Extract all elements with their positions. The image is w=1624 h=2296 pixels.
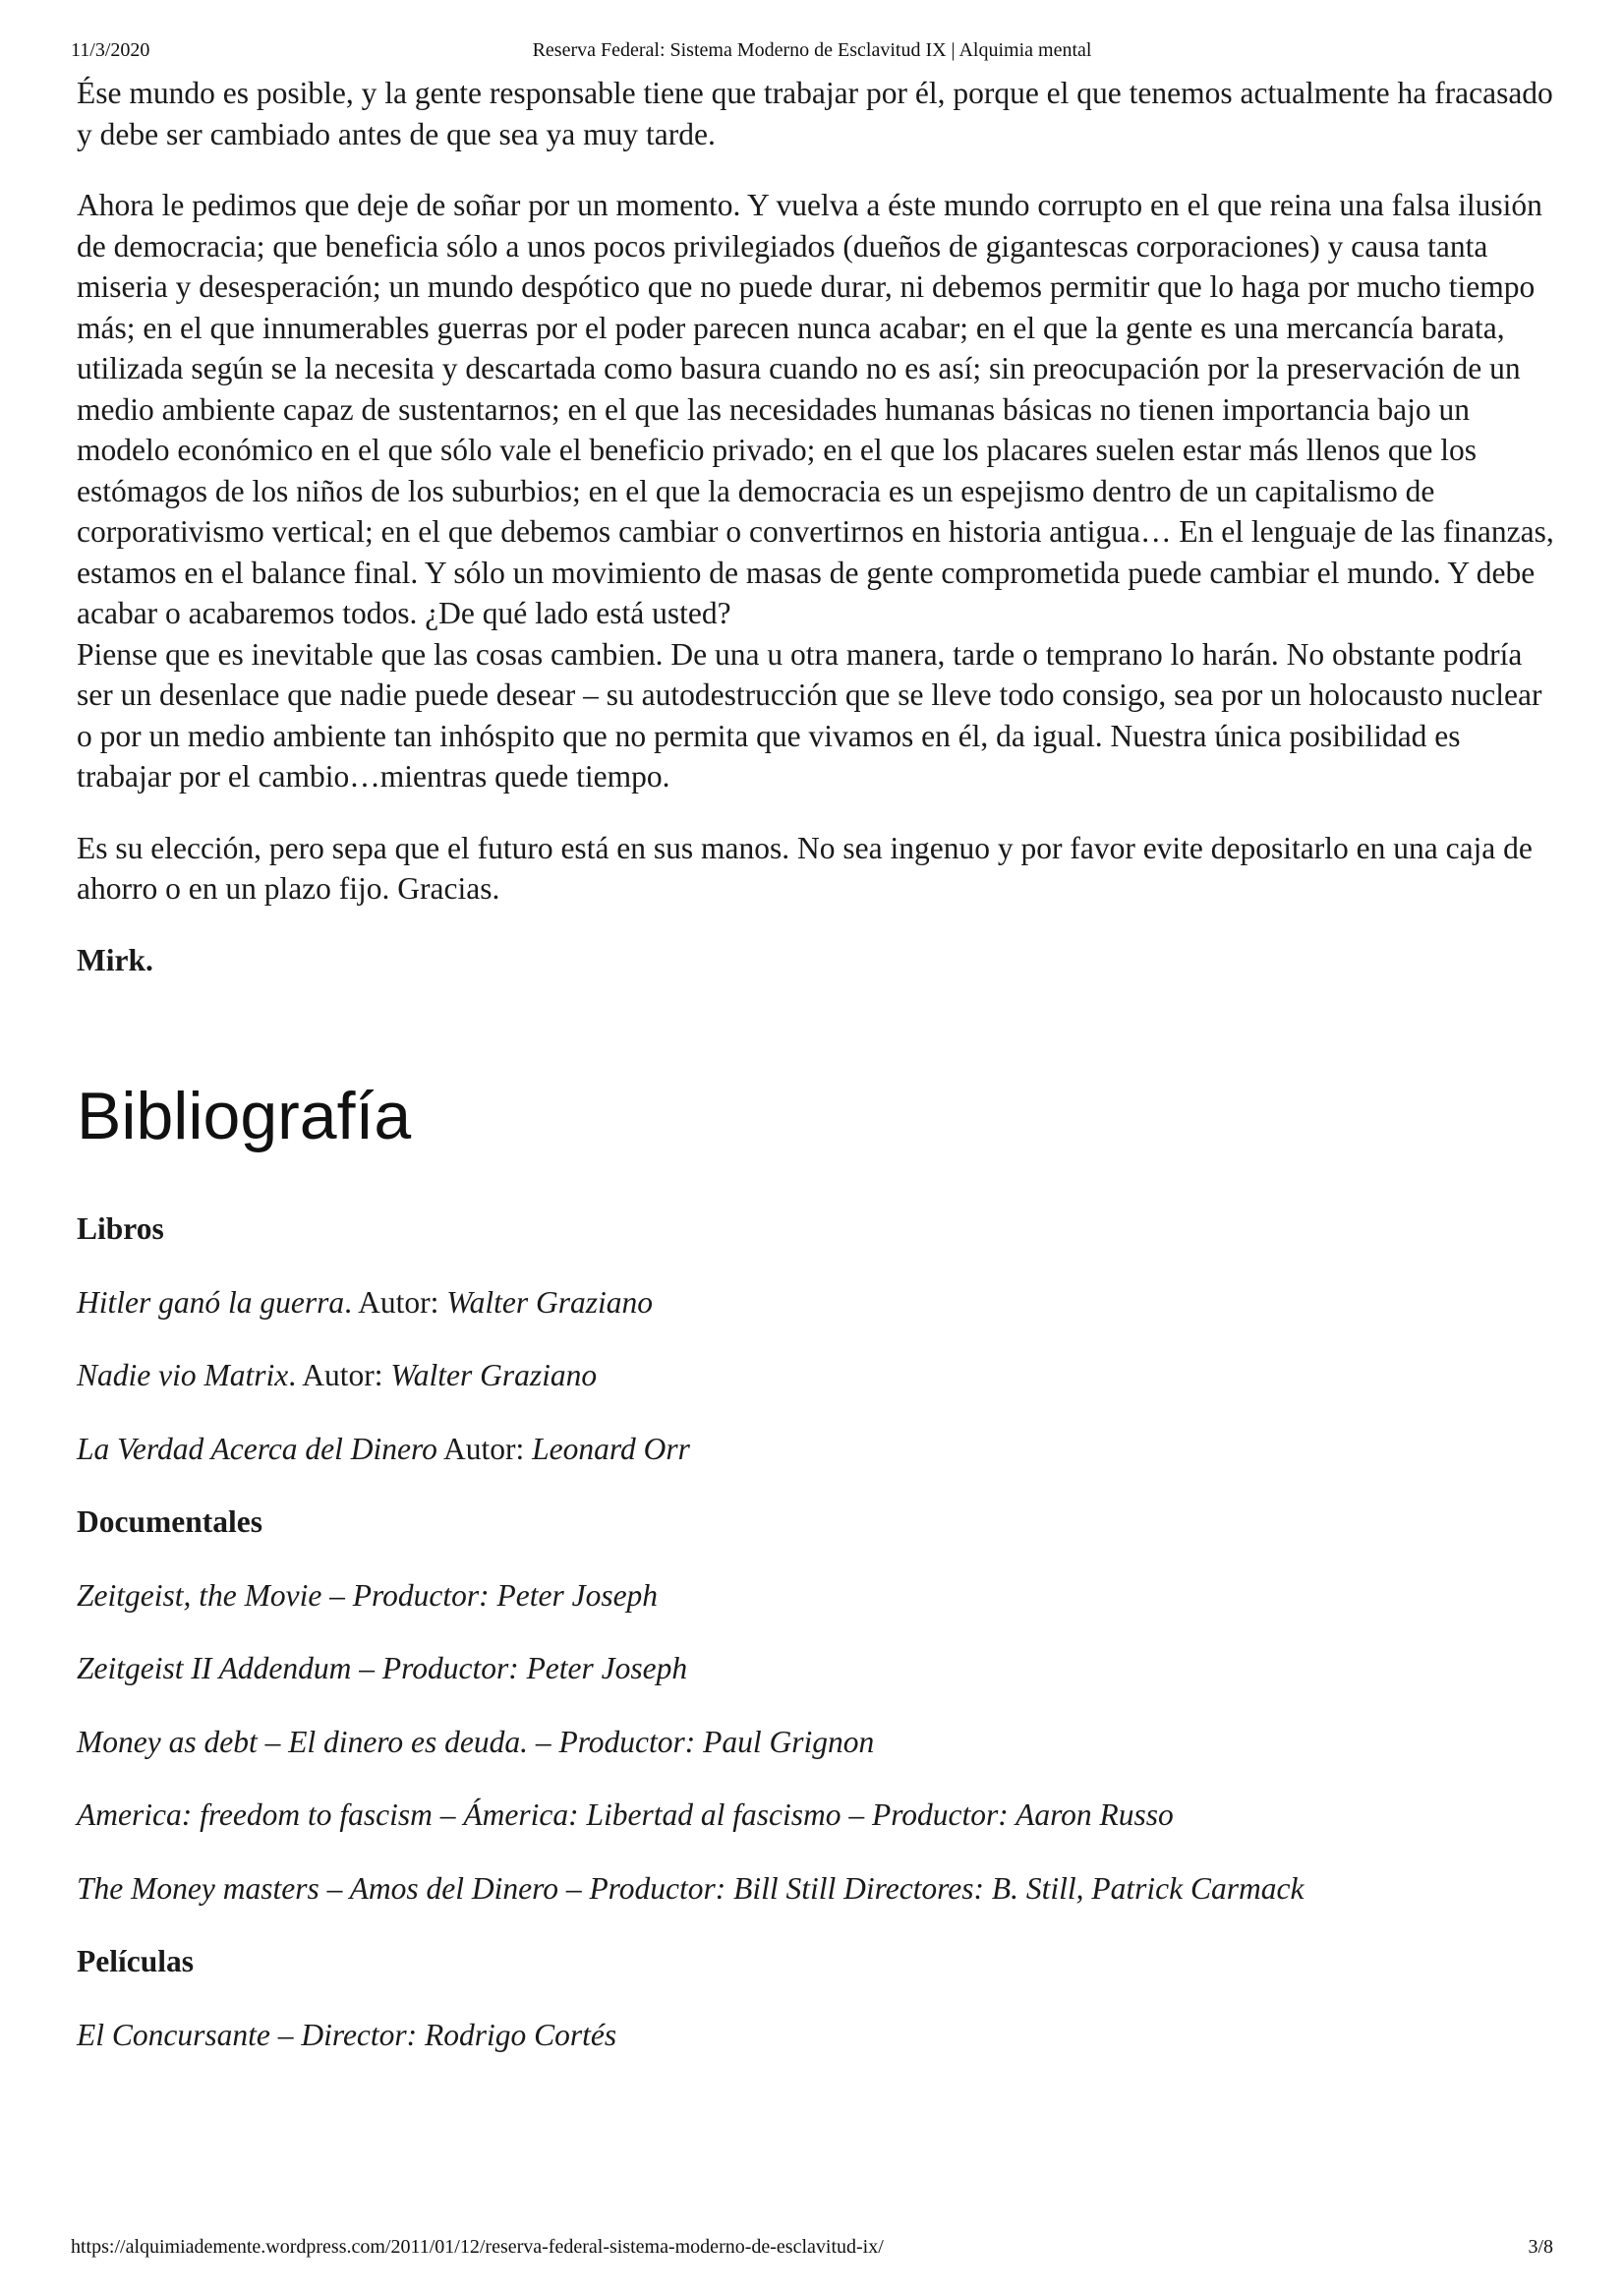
print-date: 11/3/2020 xyxy=(71,39,150,61)
page-url: https://alquimiademente.wordpress.com/2011/01/12/reserva-federal-sistema-moderno-de-esclavitud-ix/ xyxy=(71,2236,884,2258)
documentary-item xyxy=(77,1722,1561,1763)
page-number: 3/8 xyxy=(1528,2236,1553,2258)
print-header xyxy=(71,39,1553,65)
book-author: Walter Graziano xyxy=(390,1358,598,1392)
book-item xyxy=(77,1355,1561,1396)
author-label: Autor: xyxy=(358,1284,447,1320)
paragraph-1: Ése mundo es posible, y la gente responsable tiene que trabajar por él, porque el que tenemos actualmente ha fracasado y debe ser cambiado antes de que sea ya muy tarde. xyxy=(77,76,1553,151)
paragraph-4: Es su elección, pero sepa que el futuro está en sus manos. No sea ingenuo y por favor evite depositarlo en una caja de ahorro o en un plazo fijo. Gracias. xyxy=(77,830,1533,906)
documentary-text: The Money masters – Amos del Dinero – Productor: Bill Still Directores: B. Still, Patrick Carmack xyxy=(77,1870,1305,1906)
paragraph-2: Ahora le pedimos que deje de soñar por un momento. Y vuelva a éste mundo corrupto en el que reina una falsa ilusión de democracia; que beneficia sólo a unos pocos privilegiados (dueños de gigantescas corporaciones) y causa tanta miseria y desesperación; un mundo despótico que no puede durar, ni debemos permitir que lo haga por mucho tiempo más; en el que innumerables guerras por el poder parecen nunca acabar; en el que la gente es una mercancía barata, utilizada según se la necesita y descartada como basura cuando no es así; sin preocupación por la preservación de un medio ambiente capaz de sustentarnos; en el que las necesidades humanas básicas no tienen importancia bajo un modelo económico en el que sólo vale el beneficio privado; en el que los placares suelen estar más llenos que los estómagos de los niños de los suburbios; en el que la democracia es un espejismo dentro de un capitalismo de corporativismo vertical; en el que debemos cambiar o convertirnos en historia antigua… En el lenguaje de las finanzas, estamos en el balance final. Y sólo un movimiento de masas de gente comprometida puede cambiar el mundo. Y debe acabar o acabaremos todos. ¿De qué lado está usted? xyxy=(77,188,1554,630)
article-content xyxy=(77,73,1561,2055)
documentaries-heading: Documentales xyxy=(77,1504,262,1539)
book-separator: . xyxy=(288,1358,303,1392)
bibliography-heading: Bibliografía xyxy=(77,1079,412,1153)
book-title: Nadie vio Matrix xyxy=(77,1358,289,1392)
book-item xyxy=(77,1282,1561,1324)
documentary-text: Zeitgeist, the Movie – Productor: Peter Joseph xyxy=(77,1577,659,1613)
film-text: El Concursante – Director: Rodrigo Cortés xyxy=(77,2017,617,2052)
documentary-text: Zeitgeist II Addendum – Productor: Peter Joseph xyxy=(77,1651,688,1685)
documentary-text: America: freedom to fascism – Ámerica: Libertad al fascismo – Productor: Aaron Russo xyxy=(77,1797,1174,1832)
book-author: Walter Graziano xyxy=(446,1284,653,1320)
paragraph-3: Piense que es inevitable que las cosas cambien. De una u otra manera, tarde o temprano lo harán. No obstante podría ser un desenlace que nadie puede desear – su autodestrucción que se lleve todo consigo, sea por un holocausto nuclear o por un medio ambiente tan inhóspito que no permita que vivamos en él, da igual. Nuestra única posibilidad es trabajar por el cambio…mientras quede tiempo. xyxy=(77,636,1542,794)
book-separator: . xyxy=(344,1284,359,1320)
book-author: Leonard Orr xyxy=(532,1431,690,1466)
documentary-item xyxy=(77,1868,1561,1910)
documentary-item xyxy=(77,1795,1561,1836)
author-signature: Mirk. xyxy=(77,942,153,977)
print-page-title: Reserva Federal: Sistema Moderno de Esclavitud IX | Alquimia mental xyxy=(532,39,1092,61)
documentary-item xyxy=(77,1575,1561,1617)
film-item xyxy=(77,2015,1561,2056)
book-item xyxy=(77,1429,1561,1470)
documentary-text: Money as debt – El dinero es deuda. – Productor: Paul Grignon xyxy=(77,1724,875,1759)
book-title: Hitler ganó la guerra xyxy=(77,1284,345,1320)
print-footer xyxy=(71,2236,1553,2262)
films-heading: Películas xyxy=(77,1944,194,1978)
author-label: Autor: xyxy=(443,1431,533,1466)
book-title: La Verdad Acerca del Dinero xyxy=(77,1431,437,1466)
books-heading: Libros xyxy=(77,1211,164,1246)
author-label: Autor: xyxy=(302,1358,391,1392)
documentary-item xyxy=(77,1648,1561,1689)
